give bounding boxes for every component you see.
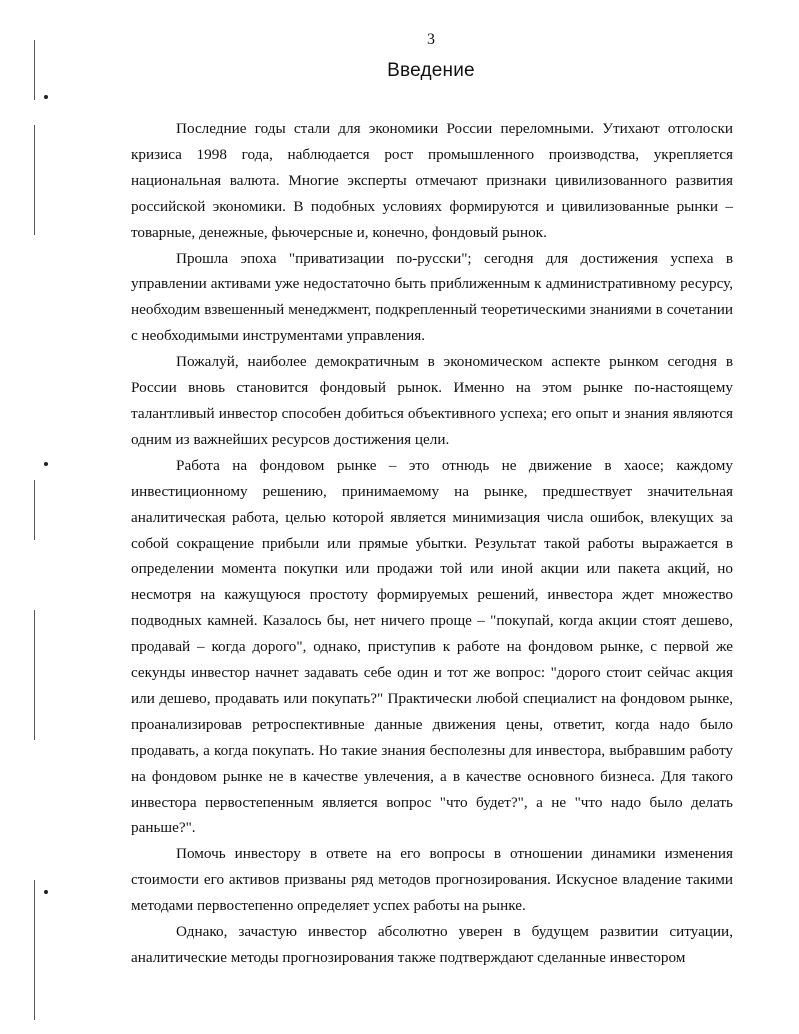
page-number: 3 (427, 31, 435, 48)
body-text (131, 116, 733, 971)
margin-scan-dot (44, 95, 48, 99)
margin-scan-dot (44, 890, 48, 894)
margin-scan-line (34, 125, 35, 235)
paragraph: Прошла эпоха "приватизации по-русски"; сегодня для достижения успеха в управлении активами уже недостаточно быть приближенным к административному ресурсу, необходим взвешенный менеджмент, подкрепленный теоретическими знаниями в сочетании с необходимыми инструментами управления. (131, 249, 733, 345)
margin-scan-line (34, 610, 35, 740)
margin-scan-line (34, 880, 35, 1020)
margin-scan-dot (44, 462, 48, 466)
paragraph: Работа на фондовом рынке – это отнюдь не движение в хаосе; каждому инвестиционному решению, принимаемому на рынке, предшествует значительная аналитическая работа, целью которой является минимизация числа ошибок, влекущих за собой сокращение прибыли или прямые убытки. Результат такой работы выражается в определении момента покупки или продажи той или иной акции или пакета акций, но несмотря на кажущуюся простоту формируемых решений, инвестора ждет множество подводных камней. Казалось бы, нет ничего проще – "покупай, когда акции стоят дешево, продавай – когда дорого", однако, приступив к работе на фондовом рынке, с первой же секунды инвестор начнет задавать себе один и тот же вопрос: "дорого стоит сейчас акция или дешево, продавать или покупать?" Практически любой специалист на фондовом рынке, проанализировав ретроспективные данные движения цены, ответит, когда надо было продавать, а когда покупать. Но такие знания бесполезны для инвестора, выбравшим работу на фондовом рынке не в качестве увлечения, а в качестве основного бизнеса. Для такого инвестора первостепенным является вопрос "что будет?", а не "что надо было делать раньше?". (131, 456, 733, 837)
page-title: Введение (387, 60, 475, 81)
margin-scan-line (34, 480, 35, 540)
paragraph: Помочь инвестору в ответе на его вопросы в отношении динамики изменения стоимости его активов призваны ряд методов прогнозирования. Искусное владение такими методами первостепенно определяет успех работы на рынке. (131, 845, 733, 915)
paragraph: Однако, зачастую инвестор абсолютно уверен в будущем развитии ситуации, аналитические методы прогнозирования также подтверждают сделанные инвестором (131, 923, 733, 966)
paragraph: Последние годы стали для экономики России переломными. Утихают отголоски кризиса 1998 года, наблюдается рост промышленного производства, укрепляется национальная валюта. Многие эксперты отмечают признаки цивилизованного развития российской экономики. В подобных условиях формируются и цивилизованные рынки – товарные, денежные, фьючерсные и, конечно, фондовый рынок. (131, 120, 733, 241)
paragraph: Пожалуй, наиболее демократичным в экономическом аспекте рынком сегодня в России вновь становится фондовый рынок. Именно на этом рынке по-настоящему талантливый инвестор способен добиться объективного успеха; его опыт и знания являются одним из важнейших ресурсов достижения цели. (131, 353, 733, 448)
